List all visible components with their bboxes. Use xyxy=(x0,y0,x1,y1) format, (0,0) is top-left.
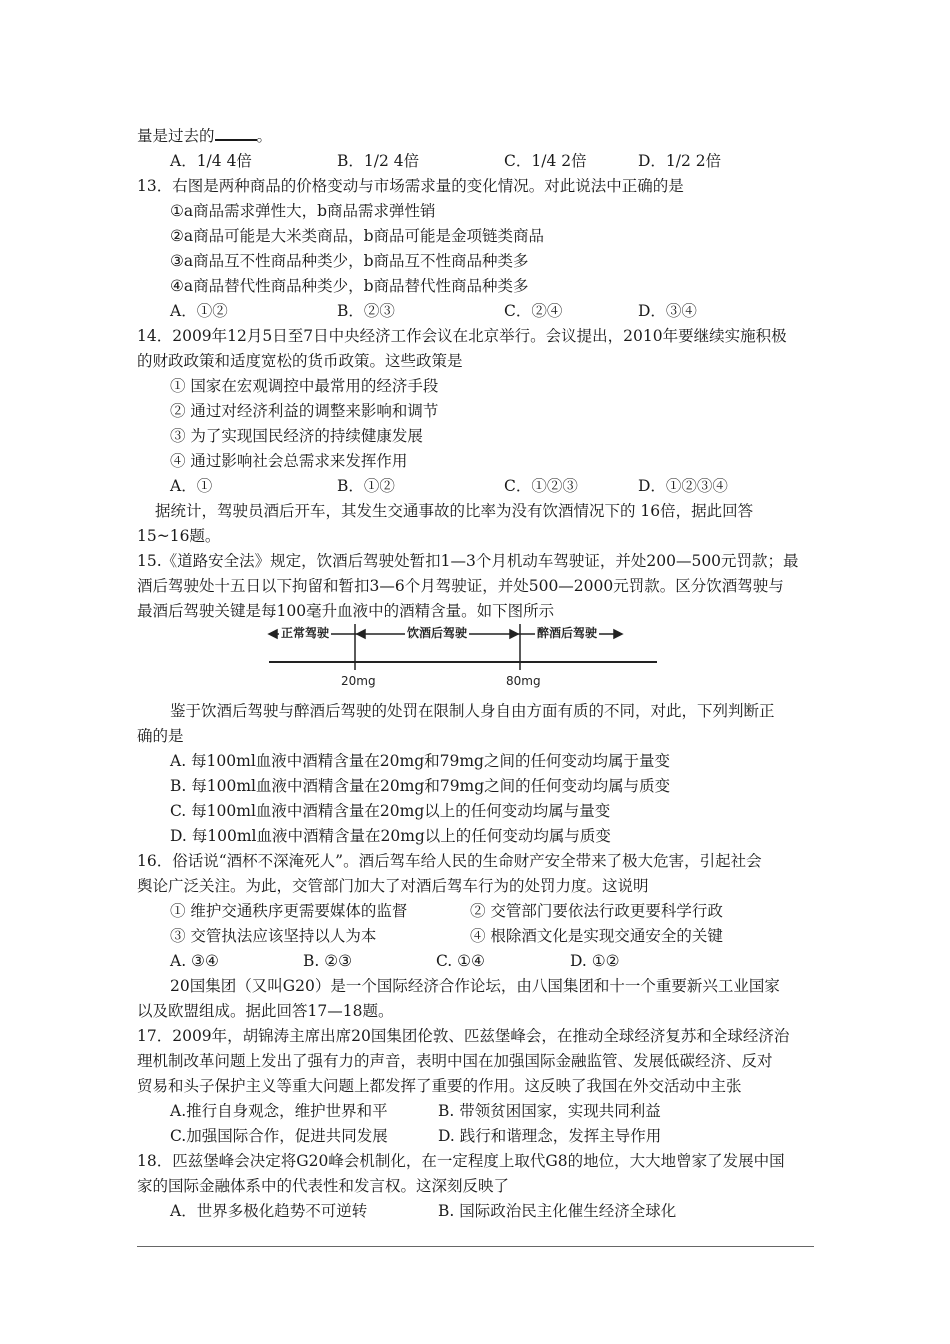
q18-option-b: B. 国际政治民主化催生经济全球化 xyxy=(438,1202,677,1220)
q17-option-a: A.推行自身观念，维护世界和平 xyxy=(170,1102,388,1120)
left-arrowhead xyxy=(269,630,277,638)
q13-item-3: ③a商品互不性商品种类少，b商品互不性商品种类多 xyxy=(170,252,529,270)
q15-stem-line3: 最酒后驾驶关键是每100毫升血液中的酒精含量。如下图所示 xyxy=(137,602,555,620)
q18-stem-line2: 家的国际金融体系中的代表性和发言权。这深刻反映了 xyxy=(137,1177,510,1195)
q13-option-a: A．①② xyxy=(170,302,228,320)
q17-option-b: B. 带领贫困国家，实现共同利益 xyxy=(438,1102,661,1120)
q15-para-line2: 确的是 xyxy=(137,727,184,745)
q17-stem-line2: 理机制改革问题上发出了强有力的声音，表明中国在加强国际金融监管、发展低碳经济、反对 xyxy=(137,1052,773,1070)
q13-item-2: ②a商品可能是大米类商品，b商品可能是金项链类商品 xyxy=(170,227,545,245)
q15-stem-line1: 15.《道路安全法》规定，饮酒后驾驶处暂扣1—3个月机动车驾驶证，并处200—500元罚款；最 xyxy=(137,552,799,570)
intro-17-line1: 20国集团（又叫G20）是一个国际经济合作论坛，由八国集团和十一个重要新兴工业国家 xyxy=(170,977,780,995)
intro-15-line2: 15~16题。 xyxy=(137,527,221,545)
q12-option-b: B．1/2 4倍 xyxy=(337,152,420,170)
q12-option-a: A．1/4 4倍 xyxy=(170,152,252,170)
tick-80mg: 80mg xyxy=(506,674,541,688)
q14-item-4: ④ 通过影响社会总需求来发挥作用 xyxy=(170,452,408,470)
q13-option-c: C．②④ xyxy=(504,302,563,320)
q13-option-b: B．②③ xyxy=(337,302,395,320)
q14-option-a: A．① xyxy=(170,477,213,495)
q17-option-d: D. 践行和谐理念，发挥主导作用 xyxy=(438,1127,662,1145)
label-normal-driving: 正常驾驶 xyxy=(281,626,330,640)
q13-stem: 13．右图是两种商品的价格变动与市场需求量的变化情况。对此说法中正确的是 xyxy=(137,177,684,195)
q15-stem-line2: 酒后驾驶处十五日以下拘留和暂扣3—6个月驾驶证，并处500—2000元罚款。区分饮酒驾驶与 xyxy=(137,577,784,595)
q14-stem-line2: 的财政政策和适度宽松的货币政策。这些政策是 xyxy=(137,352,463,370)
label-drinking-driving: 饮酒后驾驶 xyxy=(407,626,468,640)
q13-option-d: D．③④ xyxy=(638,302,697,320)
alcohol-scale-diagram xyxy=(265,620,660,692)
q16-stem-line1: 16．俗话说“酒杯不深淹死人”。酒后驾车给人民的生命财产安全带来了极大危害，引起社会 xyxy=(137,852,762,870)
q16-stem-line2: 舆论广泛关注。为此，交管部门加大了对酒后驾车行为的处罚力度。这说明 xyxy=(137,877,649,895)
q14-option-d: D．①②③④ xyxy=(638,477,728,495)
q17-option-c: C.加强国际合作，促进共同发展 xyxy=(170,1127,388,1145)
tick-20mg: 20mg xyxy=(341,674,376,688)
q16-option-a: A. ③④ xyxy=(170,952,219,970)
q13-item-4: ④a商品替代性商品种类少，b商品替代性商品种类多 xyxy=(170,277,529,295)
q16-item-4: ④ 根除酒文化是实现交通安全的关键 xyxy=(470,927,723,945)
q13-item-1: ①a商品需求弹性大，b商品需求弹性销 xyxy=(170,202,436,220)
q15-option-d: D. 每100ml血液中酒精含量在20mg以上的任何变动均属与质变 xyxy=(170,827,611,845)
footer-divider xyxy=(137,1246,814,1247)
label-drunk-driving: 醉酒后驾驶 xyxy=(537,626,598,640)
q16-option-c: C. ①④ xyxy=(436,952,485,970)
q14-item-1: ① 国家在宏观调控中最常用的经济手段 xyxy=(170,377,439,395)
intro-17-line2: 以及欧盟组成。据此回答17—18题。 xyxy=(137,1002,394,1020)
q14-stem-line1: 14．2009年12月5日至7日中央经济工作会议在北京举行。会议提出，2010年要继续实施积极 xyxy=(137,327,787,345)
answer-blank xyxy=(215,125,257,141)
q18-option-a: A．世界多极化趋势不可逆转 xyxy=(170,1202,368,1220)
q18-stem-line1: 18．匹兹堡峰会决定将G20峰会机制化，在一定程度上取代G8的地位，大大地曾家了发展中国 xyxy=(137,1152,785,1170)
q16-item-3: ③ 交管执法应该坚持以人为本 xyxy=(170,927,377,945)
q16-item-2: ② 交管部门要依法行政更要科学行政 xyxy=(470,902,723,920)
q12-stem-tail: 量是过去的 。 xyxy=(137,127,273,145)
q12-option-c: C．1/4 2倍 xyxy=(504,152,587,170)
q12-option-d: D．1/2 2倍 xyxy=(638,152,722,170)
q16-option-b: B. ②③ xyxy=(303,952,353,970)
q16-item-1: ① 维护交通秩序更需要媒体的监督 xyxy=(170,902,408,920)
q17-stem-line3: 贸易和头子保护主义等重大问题上都发挥了重要的作用。这反映了我国在外交活动中主张 xyxy=(137,1077,742,1095)
q16-option-d: D. ①② xyxy=(570,952,620,970)
q15-option-c: C. 每100ml血液中酒精含量在20mg以上的任何变动均属与量变 xyxy=(170,802,611,820)
q14-item-2: ② 通过对经济利益的调整来影响和调节 xyxy=(170,402,439,420)
q15-para-line1: 鉴于饮酒后驾驶与醉酒后驾驶的处罚在限制人身自由方面有质的不同，对此，下列判断正 xyxy=(170,702,775,720)
q15-option-a: A. 每100ml血液中酒精含量在20mg和79mg之间的任何变动均属于量变 xyxy=(170,752,670,770)
q14-option-b: B．①② xyxy=(337,477,395,495)
q15-option-b: B. 每100ml血液中酒精含量在20mg和79mg之间的任何变动均属与质变 xyxy=(170,777,671,795)
q14-option-c: C．①②③ xyxy=(504,477,578,495)
q14-item-3: ③ 为了实现国民经济的持续健康发展 xyxy=(170,427,423,445)
q17-stem-line1: 17．2009年，胡锦涛主席出席20国集团伦敦、匹兹堡峰会，在推动全球经济复苏和全球经济治 xyxy=(137,1027,790,1045)
intro-15-line1: 据统计，驾驶员酒后开车，其发生交通事故的比率为没有饮酒情况下的 16倍，据此回答 xyxy=(155,502,754,520)
